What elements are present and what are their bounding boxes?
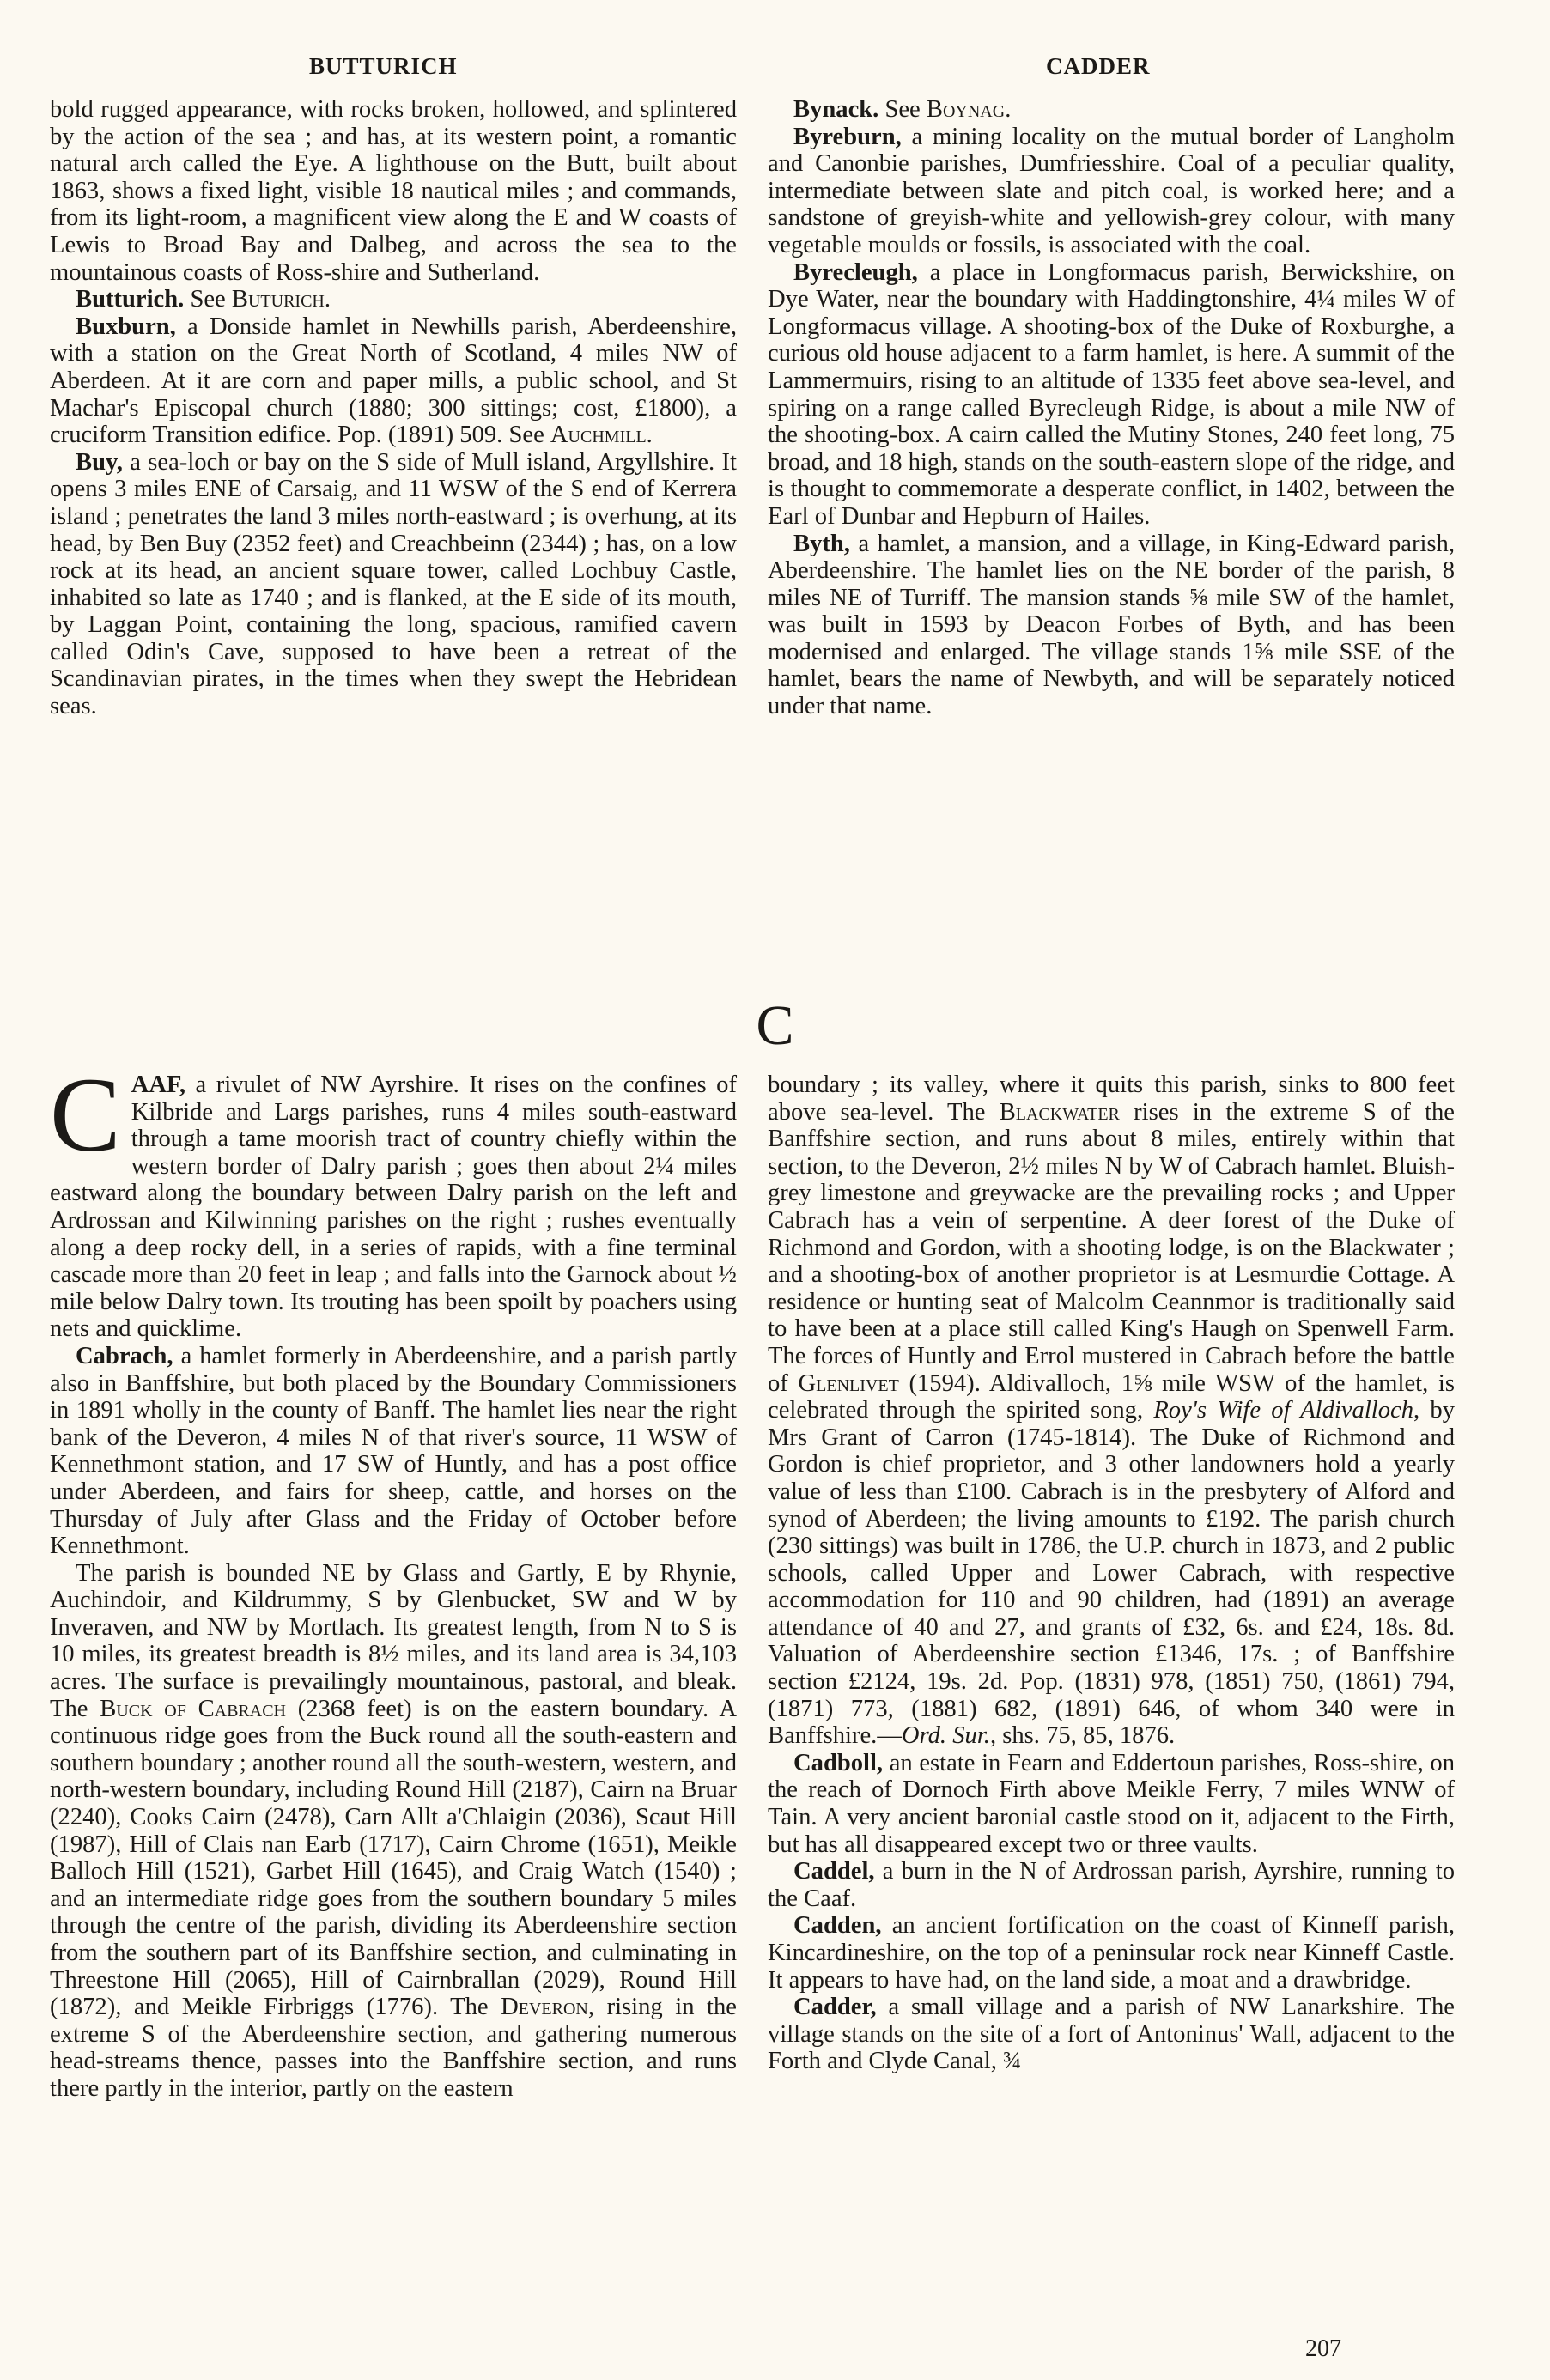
gazetteer-entry [768,1750,1455,1858]
entry-headword: Caddel, [793,1858,875,1885]
entry-headword: AAF, [131,1072,186,1098]
entry-text: an ancient fortification on the coast of Kinneff parish, Kincardineshire, on the top of a peninsular rock near Kinneff Castle. It appears to have had, on the land side, a moat and a drawbridge. [768,1912,1455,1994]
gazetteer-entry [50,449,737,720]
entry-text: See [184,286,232,313]
entry-text: a sea-loch or bay on the S side of Mull island, Argyllshire. It opens 3 miles ENE of Carsaig, and 11 WSW of the S end of Kerrera island ; penetrates the land 3 miles north-eastward ; is overhung, at its head, by Ben Buy (2352 feet) and Creachbeinn (2344) ; has, on a low rock at its head, an ancient square tower, called Lochbuy Castle, inhabited so late as 1740 ; and is flanked, at the E side of its mouth, by Laggan Point, containing the long, spacious, ramified cavern called Odin's Cave, supposed to have been a retreat of the Scandinavian pirates, in the times when they swept the Hebridean seas. [50,448,737,720]
entry-text: a small village and a parish of NW Lanarkshire. The village stands on the site of a fort of Antoninus' Wall, adjacent to the Forth and Clyde Canal, ¾ [768,1994,1455,2075]
italic-abbrev: Ord. Sur. [901,1722,990,1750]
gazetteer-entry [768,1072,1455,1750]
entry-text: a rivulet of NW Ayrshire. It rises on the confines of Kilbride and Largs parishes, runs 4 miles south-eastward through a tame moorish tract of country chiefly within the western border of Dalry parish ; goes then about 2¼ miles eastward along the boundary between Dalry parish on the left and Ardrossan and Kilwinning parishes on the right ; rushes eventually along a deep rocky dell, in a series of rapids, with a fine terminal cascade more than 20 feet in leap ; and falls into the Garnock about ½ mile below Dalry town. Its trouting has been spoilt by poachers using nets and quicklime. [50,1072,737,1343]
cross-reference: Buturich [231,286,325,313]
entry-text: (2368 feet) is on the eastern boundary. A continuous ridge goes from the Buck round all the south-eastern and southern boundary ; another round all the south-western, western, and north-western boundary, including Round Hill (2187), Cairn na Bruar (2240), Cooks Cairn (2478), Carn Allt a'Chlaigin (2036), Scaut Hill (1987), Hill of Clais nan Earb (1717), Cairn Chrome (1651), Meikle Balloch Hill (1521), Garbet Hill (1645), and Craig Watch (1540) ; and an intermediate ridge goes from the southern boundary 5 miles through the centre of the parish, dividing its Aberdeenshire section from the southern part of its Banffshire section, and culminating in Threestone Hill (2065), Hill of Cairnbrallan (2029), Round Hill (1872), and Meikle Firbriggs (1776). The [50,1695,738,2021]
entry-headword: Byrecleugh, [793,258,918,286]
entry-headword: Bynack. [793,96,879,123]
entry-text: , shs. 75, 85, 1876. [989,1722,1176,1750]
entry-headword: Buxburn, [76,313,176,340]
entry-text: a hamlet formerly in Aberdeenshire, and a parish partly also in Banffshire, but both placed by the Boundary Commissioners in 1891 wholly in the county of Banff. The hamlet lies near the right bank of the Deveron, 4 miles N of that river's source, 11 WSW of Kennethmont station, and 17 SW of Huntly, and has a post office under Aberdeen, and fairs for sheep, cattle, and horses on the Thursday of July after Glass and the Friday of October before Kennethmont. [50,1342,737,1560]
entry-headword: Butturich. [76,286,185,313]
entry-headword: Cadden, [793,1912,882,1940]
entry-text: a mining locality on the mutual border of Langholm and Canonbie parishes, Dumfriesshire. Coal of a peculiar quality, intermediate between slate and pitch coal, is worked here; and a sandstone of greyish-white and yellowish-grey colour, with many vegetable moulds or fossils, is associated with the coal. [768,123,1455,258]
gazetteer-entry [50,96,737,286]
column-top-left [50,96,737,720]
entry-text: . [1005,96,1012,123]
cross-reference: Auchmill [550,422,647,449]
section-letter: C [756,994,794,1057]
entry-text: , rising in the extreme S of the Aberdeenshire section, and gathering numerous head-streams thence, passes into the Banffshire section, and runs there partly in the interior, partly on the eastern [50,1994,737,2102]
gazetteer-entry [768,96,1455,124]
cross-reference: Buck of Cabrach [100,1695,287,1722]
entry-text: . [324,286,331,313]
cross-reference: Glenlivet [798,1369,899,1397]
gazetteer-entry [50,1343,737,1560]
gazetteer-entry [50,1560,737,2103]
column-top-right [768,96,1455,720]
running-head-left: BUTTURICH [309,53,458,79]
gazetteer-entry [768,1994,1455,2075]
entry-text: boundary ; its valley, where it quits this parish, sinks to 800 feet above sea-level. The [768,1072,1455,1126]
gazetteer-entry [768,531,1455,720]
entry-text: (1594). Aldivalloch, 1⅝ mile WSW of the hamlet, is celebrated through the spirited song, [768,1369,1455,1424]
gazetteer-entry [50,286,737,313]
page-number: 207 [1305,2335,1341,2362]
entry-text: bold rugged appearance, with rocks broken, hollowed, and splintered by the action of the sea ; and has, at its western point, a romantic natural arch called the Eye. A lighthouse on the Butt, built about 1863, shows a fixed light, visible 18 nautical miles ; and commands, from its light-room, a magnificent view along the E and W coasts of Lewis to Broad Bay and Dalbeg, and across the sea to the mountainous coasts of Ross-shire and Sutherland. [50,96,737,286]
entry-text: a Donside hamlet in Newhills parish, Aberdeenshire, with a station on the Great North of Scotland, 4 miles NW of Aberdeen. At it are corn and paper mills, a public school, and St Machar's Episcopal church (1880; 300 sittings; cost, £1800), a cruciform Transition edifice. Pop. (1891) 509. See [50,313,737,449]
gazetteer-entry [768,1858,1455,1912]
entry-headword: Byth, [793,530,850,557]
entry-text: The parish is bounded NE by Glass and Gartly, E by Rhynie, Auchindoir, and Kildrummy, S by Glenbucket, SW and W by Inveraven, and NW by Mortlach. Its greatest length, from N to S is 10 miles, its greatest breadth is 8½ miles, and its land area is 34,103 acres. The surface is prevailingly mountainous, pastoral, and bleak. The [50,1559,737,1722]
cross-reference: Deveron [501,1994,588,2021]
cross-reference: Boynag [926,96,1006,123]
cross-reference: Blackwater [999,1098,1120,1126]
entry-text: a hamlet, a mansion, and a village, in King-Edward parish, Aberdeenshire. The hamlet lies on the NE border of the parish, 8 miles NE of Turriff. The mansion stands ⅝ mile SW of the hamlet, was built in 1593 by Deacon Forbes of Byth, and has been modernised and enlarged. The village stands 1⅝ mile SSE of the hamlet, bears the name of Newbyth, and will be separately noticed under that name. [768,530,1455,720]
italic-title: Roy's Wife of Aldivalloch [1153,1397,1414,1424]
entry-text: a place in Longformacus parish, Berwickshire, on Dye Water, near the boundary with Haddingtonshire, 4¼ miles W of Longformacus village. A shooting-box of the Duke of Roxburghe, a curious old house adjacent to a farm hamlet, is here. A summit of the Lammermuirs, rising to an altitude of 1335 feet above sea-level, and spiring on a range called Byrecleugh Ridge, is about a mile NW of the shooting-box. A cairn called the Mutiny Stones, 240 feet long, 75 broad, and 18 high, stands on the south-eastern slope of the ridge, and is thought to commemorate a desperate conflict, in 1402, between the Earl of Dunbar and Hepburn of Hailes. [768,258,1455,530]
column-bottom-left [50,1056,738,2103]
running-head-right: CADDER [1046,53,1151,79]
entry-headword: Byreburn, [793,123,902,150]
gazetteer-entry [768,1912,1455,1994]
entry-caaf [50,1056,737,1343]
entry-headword: Cabrach, [76,1342,173,1369]
entry-text: a burn in the N of Ardrossan parish, Ayrshire, running to the Caaf. [768,1858,1455,1912]
column-bottom-right [768,1072,1455,2075]
entry-text: . [646,422,653,449]
gazetteer-entry [768,124,1455,259]
gazetteer-entry [768,259,1455,531]
entry-headword: Cadboll, [793,1749,884,1776]
gazetteer-entry [50,313,737,449]
entry-headword: Buy, [76,448,123,476]
drop-cap: C [50,1056,121,1174]
entry-text: an estate in Fearn and Eddertoun parishes, Ross-shire, on the reach of Dornoch Firth above Meikle Ferry, 7 miles WNW of Tain. A very ancient baronial castle stood on it, adjacent to the Firth, but has all disappeared except two or three vaults. [768,1749,1455,1858]
entry-text: See [878,96,927,123]
entry-text: rises in the extreme S of the Banffshire section, and runs about 8 miles, entirely within that section, to the Deveron, 2½ miles N by W of Cabrach hamlet. Bluish-grey limestone and greywacke are the prevailing rocks ; and Upper Cabrach has a vein of serpentine. A deer forest of the Duke of Richmond and Gordon, with a shooting lodge, is on the Blackwater ; and a shooting-box of another proprietor is at Lesmurdie Cottage. A residence or hunting seat of Malcolm Ceannmor is traditionally said to have been at a place still called King's Haugh on Spenwell Farm. The forces of Huntly and Errol mustered in Cabrach before the battle of [768,1098,1455,1397]
entry-text: , by Mrs Grant of Carron (1745-1814). The Duke of Richmond and Gordon is chief proprietor, and 3 other landowners hold a yearly value of less than £100. Cabrach is in the presbytery of Alford and synod of Aberdeen; the living amounts to £192. The parish church (230 sittings) was built in 1786, the U.P. church in 1873, and 2 public schools, called Upper and Lower Cabrach, with respective accommodation for 110 and 90 children, had (1891) an average attendance of 40 and 27, and grants of £32, 6s. and £24, 18s. 8d. Valuation of Aberdeenshire section £1346, 17s. ; of Banffshire section £2124, 19s. 2d. Pop. (1831) 978, (1851) 750, (1861) 794, (1871) 773, (1881) 682, (1891) 646, of whom 340 were in Banffshire.— [768,1397,1455,1750]
entry-headword: Cadder, [793,1994,877,2021]
